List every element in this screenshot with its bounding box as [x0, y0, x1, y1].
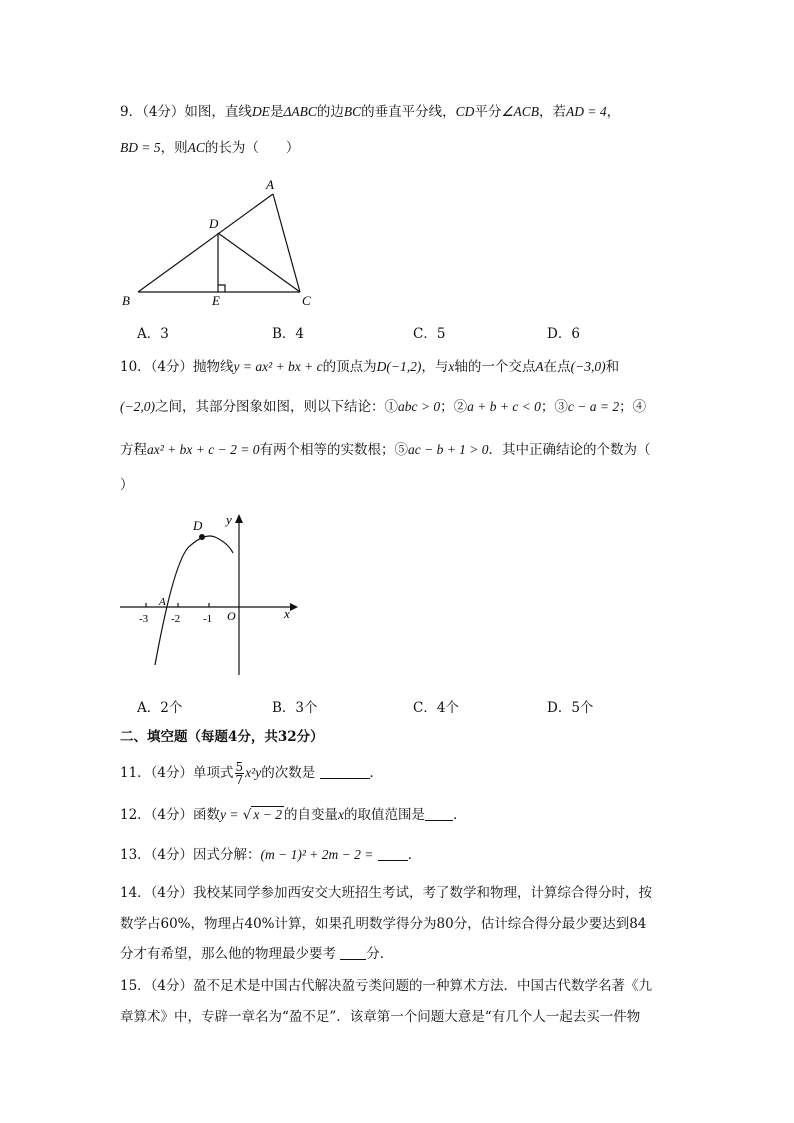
- q12-text: ．: [453, 807, 467, 823]
- label-y: y: [226, 512, 232, 527]
- tick-label-neg1: -1: [203, 613, 213, 625]
- q14-line1: 14．（4分）我校某同学参加西安交大班招生考试，考了数学和物理，计算综合得分时，按: [120, 885, 653, 901]
- q9-text: 的长为（ ）: [204, 140, 300, 156]
- q9-text: 9．（4分）如图，直线: [120, 104, 252, 120]
- q9-math: CD: [455, 104, 475, 119]
- q9-option-d: D．6: [547, 326, 580, 342]
- q10-line4: ）: [120, 477, 134, 493]
- q10-option-c: C．4个: [413, 700, 459, 716]
- q10-math: a + b + c < 0: [467, 399, 541, 414]
- q9-math: AC: [187, 140, 205, 155]
- label-e: E: [212, 293, 220, 308]
- q9-option-c: C．5: [413, 326, 446, 342]
- q12-text: 12．（4分）函数: [120, 807, 221, 823]
- q10-option-b: B．3个: [272, 700, 318, 716]
- q10-line3: [120, 440, 651, 460]
- label-o: O: [227, 609, 236, 623]
- q9-math: ∠ACB: [501, 104, 539, 119]
- q12-answer-blank[interactable]: [425, 806, 453, 821]
- q10-text: ，与: [421, 359, 449, 375]
- q10-line2: [120, 397, 646, 417]
- q9-option-a: A．3: [137, 326, 169, 342]
- q12-text: 的取值范围是: [344, 807, 426, 823]
- fraction-denominator: 7: [235, 773, 244, 787]
- q9-text: 的边: [316, 104, 344, 120]
- q14-line3: [120, 944, 393, 964]
- label-a: A: [159, 596, 166, 608]
- q12-text: 的自变量: [284, 807, 339, 823]
- q14-text: 分．: [366, 946, 394, 962]
- label-b: B: [122, 293, 130, 308]
- q10-math: D(−1,2): [376, 359, 422, 374]
- q9-math: ΔABC: [283, 104, 317, 119]
- q13-answer-blank[interactable]: [378, 846, 408, 861]
- q10-text: 10．（4分）抛物线: [120, 359, 234, 375]
- q9-math: BD = 5: [120, 140, 161, 155]
- q11-math: x²y: [245, 765, 262, 780]
- q10-math: A: [535, 359, 544, 374]
- q9-text: 平分: [474, 104, 502, 120]
- q10-text: ；④: [619, 399, 647, 415]
- q10-option-a: A．2个: [137, 700, 183, 716]
- q10-text: 轴的一个交点: [454, 359, 536, 375]
- q10-option-d: D．5个: [547, 700, 594, 716]
- fraction-numerator: 5: [235, 760, 244, 774]
- q15-line1: 15．（4分）盈不足术是中国古代解决盈亏类问题的一种算术方法．中国古代数学名著《九: [120, 978, 653, 994]
- tick-label-neg3: -3: [139, 613, 149, 625]
- q14-answer-blank[interactable]: [340, 945, 366, 960]
- q14-line2: 数学占60%，物理占40%计算，如果孔明数学得分为80分，估计综合得分最少要达到84: [120, 916, 647, 932]
- q12-radicand: x − 2: [253, 807, 283, 822]
- q12-line: 12．（4分）函数y = √ x − 2 的自变量x的取值范围是 ．: [120, 807, 467, 823]
- q15-line2: 章算术》中，专辟一章名为“盈不足”．该章第一个问题大意是“有几个人一起去买一件物: [120, 1009, 641, 1025]
- q10-math: ac − b + 1 > 0: [407, 442, 489, 457]
- q11-text: 11．（4分）单项式: [120, 765, 234, 781]
- y-axis-arrow: [235, 514, 243, 523]
- q11-text: 的次数是: [261, 765, 316, 781]
- q10-text: 在点: [543, 359, 571, 375]
- q10-math: abc > 0: [397, 399, 441, 414]
- q10-math: y = ax² + bx + c: [233, 359, 323, 374]
- q10-math: x: [448, 359, 455, 374]
- q9-math: DE: [251, 104, 270, 119]
- q13-line: [120, 845, 421, 865]
- q10-math: ax² + bx + c − 2 = 0: [147, 442, 260, 457]
- segment-ba: [138, 194, 273, 292]
- q10-text: 的顶点为: [322, 359, 377, 375]
- parabola-curve: [155, 536, 233, 665]
- label-d: D: [209, 216, 219, 231]
- q10-parabola-figure: [115, 505, 305, 680]
- segment-dc: [218, 233, 300, 292]
- q13-text: 13．（4分）因式分解：: [120, 847, 261, 863]
- label-a: A: [266, 177, 274, 192]
- tick-label-neg2: -2: [171, 613, 181, 625]
- segment-ac: [273, 194, 300, 292]
- q10-math: (−3,0): [570, 359, 606, 374]
- q9-math: BC: [343, 104, 362, 119]
- q10-math: (−2,0): [120, 399, 155, 414]
- label-c: C: [302, 293, 311, 308]
- q13-text: ．: [407, 847, 422, 863]
- q10-line1: [120, 357, 619, 377]
- q10-text: 和: [605, 359, 620, 375]
- q9-text: ，若: [539, 104, 566, 120]
- q10-text: 有两个相等的实数根；⑤: [259, 442, 408, 458]
- q13-math: (m − 1)² + 2m − 2 =: [260, 847, 374, 862]
- q9-text: 的垂直平分线，: [361, 104, 456, 120]
- q12-math: x: [338, 807, 345, 822]
- q10-text: ．其中正确结论的个数为（: [488, 442, 651, 458]
- q10-text: 方程: [120, 442, 147, 458]
- q10-text: ；②: [440, 399, 468, 415]
- q14-text: 分才有希望，那么他的物理最少要考: [120, 946, 336, 962]
- q12-math: y =: [220, 807, 239, 822]
- q9-text: ，: [606, 104, 621, 120]
- q10-text: 之间，其部分图象如图，则以下结论：①: [154, 399, 398, 415]
- q11-answer-blank[interactable]: [320, 764, 370, 779]
- q9-triangle-figure: [110, 172, 330, 312]
- q9-option-b: B．4: [272, 326, 305, 342]
- q9-line2: [120, 138, 299, 158]
- q10-math: c − a = 2: [567, 399, 620, 414]
- q9-math: AD = 4: [566, 104, 607, 119]
- right-angle-mark: [218, 285, 225, 292]
- label-x: x: [284, 606, 290, 621]
- section-heading: 二、填空题（每题4分，共32分）: [120, 729, 324, 745]
- x-axis-arrow: [290, 603, 298, 611]
- q11-fraction: [235, 761, 245, 786]
- q9-text: 是: [269, 104, 284, 120]
- q9-line1: [120, 102, 620, 122]
- label-d: D: [193, 518, 203, 533]
- q9-text: ，则: [160, 140, 188, 156]
- q10-text: ；③: [540, 399, 568, 415]
- q11-text: ．: [369, 765, 383, 781]
- q11-line: [120, 761, 383, 786]
- vertex-d-point: [199, 534, 205, 540]
